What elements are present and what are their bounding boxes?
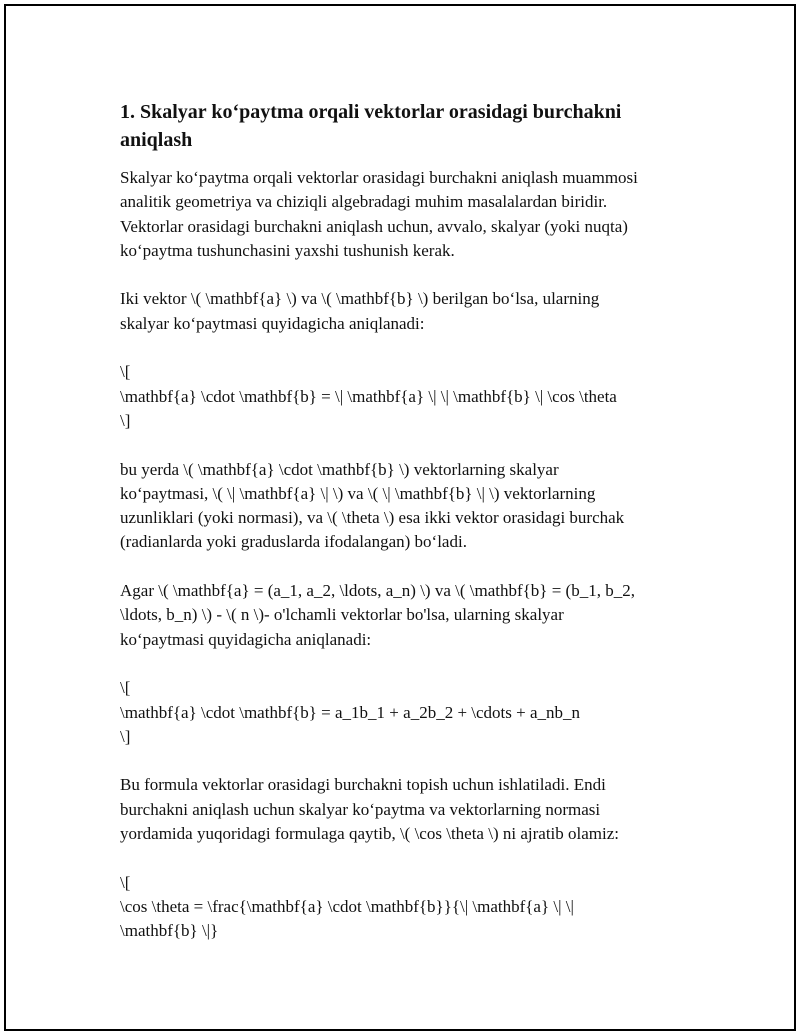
text-line: \[ (120, 362, 131, 382)
text-line: \] (120, 726, 131, 746)
paragraph-usage (120, 773, 700, 846)
text-line: \cos \theta = \frac{\mathbf{a} \cdot \mathbf{b}}{\| \mathbf{a} \| \| (120, 896, 574, 916)
text-line: bu yerda \( \mathbf{a} \cdot \mathbf{b} \) vektorlarning skalyar (120, 459, 559, 479)
page-frame (4, 4, 796, 1031)
text-line: \] (120, 410, 131, 430)
text-line: \[ (120, 872, 131, 892)
paragraph-gap (120, 749, 700, 773)
section-heading (120, 98, 700, 154)
text-line: ko‘paytma tushunchasini yaxshi tushunish kerak. (120, 240, 455, 260)
paragraph-gap (120, 846, 700, 870)
text-line: \mathbf{b} \|} (120, 921, 219, 941)
paragraph-gap (120, 263, 700, 287)
paragraph-definition (120, 287, 700, 336)
text-line: ko‘paytmasi quyidagicha aniqlanadi: (120, 629, 372, 649)
text-line: skalyar ko‘paytmasi quyidagicha aniqlanadi: (120, 313, 425, 333)
paragraph-intro (120, 166, 700, 263)
heading-line: 1. Skalyar ko‘paytma orqali vektorlar orasidagi burchakni (120, 101, 622, 123)
formula-component-sum (120, 676, 700, 749)
document-content (120, 98, 700, 944)
text-line: Vektorlar orasidagi burchakni aniqlash uchun, avvalo, skalyar (yoki nuqta) (120, 216, 628, 236)
paragraph-gap (120, 652, 700, 676)
text-line: \mathbf{a} \cdot \mathbf{b} = \| \mathbf{a} \| \| \mathbf{b} \| \cos \theta (120, 386, 617, 406)
text-line: ko‘paytmasi, \( \| \mathbf{a} \| \) va \( \| \mathbf{b} \| \) vektorlarning (120, 483, 596, 503)
text-line: \mathbf{a} \cdot \mathbf{b} = a_1b_1 + a_2b_2 + \cdots + a_nb_n (120, 702, 581, 722)
text-line: (radianlarda yoki graduslarda ifodalangan) bo‘ladi. (120, 532, 467, 552)
formula-cos-theta (120, 871, 700, 944)
text-line: Agar \( \mathbf{a} = (a_1, a_2, \ldots, a_n) \) va \( \mathbf{b} = (b_1, b_2, (120, 581, 635, 601)
paragraph-gap (120, 433, 700, 457)
paragraph-gap (120, 336, 700, 360)
text-line: uzunliklari (yoki normasi), va \( \theta \) esa ikki vektor orasidagi burchak (120, 508, 625, 528)
paragraph-explanation (120, 458, 700, 555)
text-line: burchakni aniqlash uchun skalyar ko‘paytma va vektorlarning normasi (120, 799, 601, 819)
text-line: Skalyar ko‘paytma orqali vektorlar orasidagi burchakni aniqlash muammosi (120, 168, 638, 187)
text-line: \ldots, b_n) \) - \( n \)- o'lchamli vektorlar bo'lsa, ularning skalyar (120, 605, 564, 625)
text-line: yordamida yuqoridagi formulaga qaytib, \( \cos \theta \) ni ajratib olamiz: (120, 824, 619, 844)
paragraph-gap (120, 555, 700, 579)
text-line: analitik geometriya va chiziqli algebradagi muhim masalalardan biridir. (120, 192, 608, 212)
formula-dot-product (120, 360, 700, 433)
text-line: Iki vektor \( \mathbf{a} \) va \( \mathbf{b} \) berilgan bo‘lsa, ularning (120, 289, 600, 309)
heading-line: aniqlash (120, 129, 193, 151)
text-line: Bu formula vektorlar orasidagi burchakni topish uchun ishlatiladi. Endi (120, 775, 606, 795)
text-line: \[ (120, 678, 131, 698)
paragraph-components (120, 579, 700, 652)
